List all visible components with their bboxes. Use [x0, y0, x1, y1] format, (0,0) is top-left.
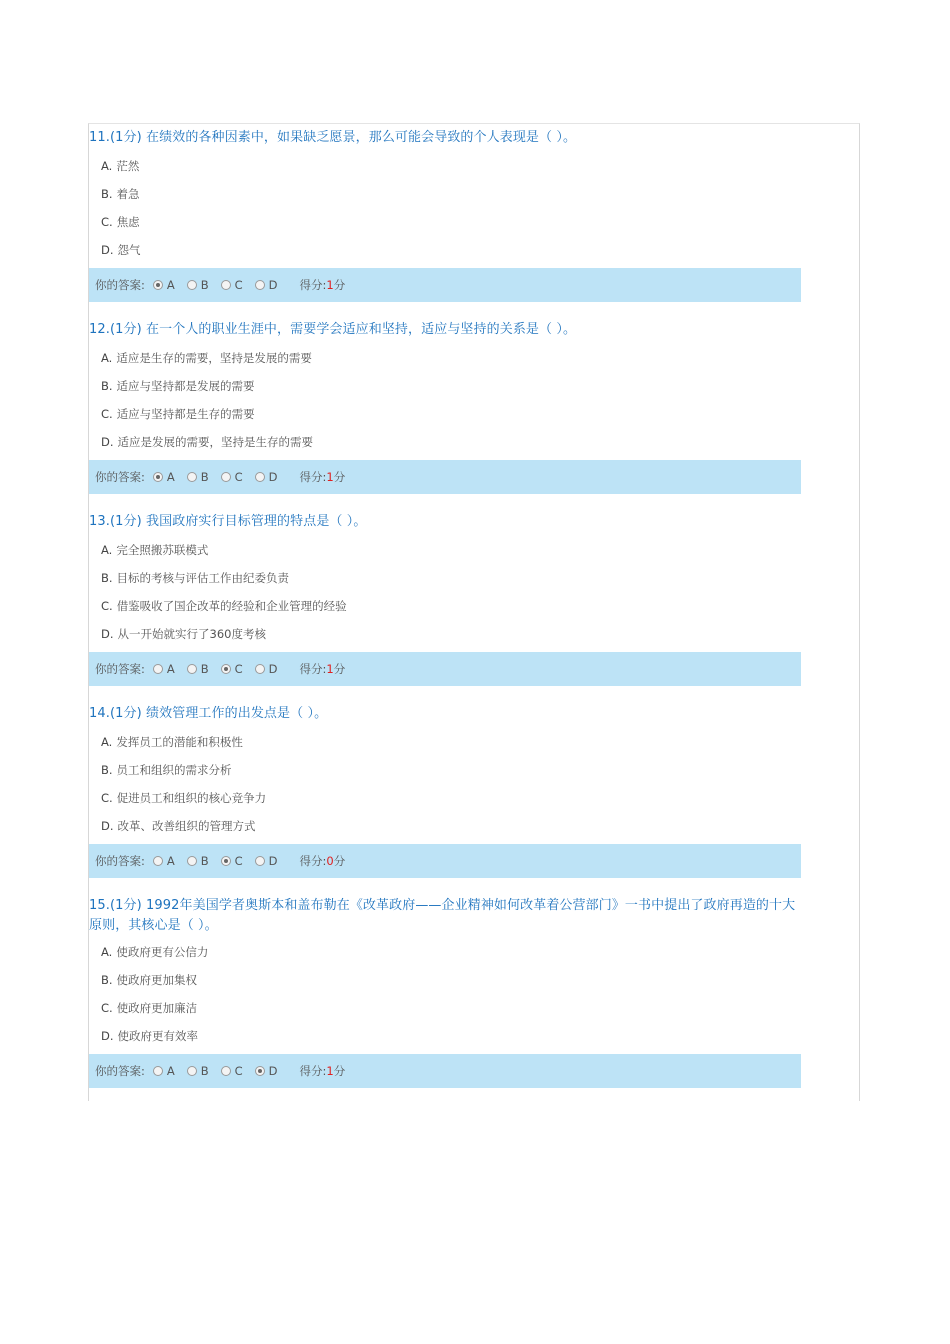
option-list	[101, 732, 801, 844]
answer-bar	[89, 1054, 801, 1088]
option-item	[101, 156, 801, 184]
option-text: 茫然	[116, 159, 140, 173]
radio-label: A	[166, 662, 175, 676]
radio-label: C	[234, 470, 243, 484]
option-text: 着急	[116, 187, 140, 201]
answer-radio-d[interactable]	[255, 268, 278, 302]
score-unit: 分	[333, 662, 346, 676]
radio-label: C	[234, 278, 243, 292]
option-key: C.	[101, 215, 113, 229]
score-label: 得分:	[299, 662, 327, 676]
question-number: 12.(1分)	[89, 322, 142, 337]
option-list	[101, 540, 801, 652]
question-title	[89, 320, 801, 340]
radio-label: D	[268, 854, 278, 868]
answer-bar	[89, 268, 801, 302]
radio-label: A	[166, 278, 175, 292]
radio-button-icon[interactable]	[255, 280, 265, 290]
option-text: 适应与坚持都是发展的需要	[116, 379, 255, 393]
option-item	[101, 240, 801, 268]
option-text: 目标的考核与评估工作由纪委负责	[116, 571, 290, 585]
option-key: C.	[101, 407, 113, 421]
answer-radio-a[interactable]	[153, 268, 175, 302]
answer-radio-b[interactable]	[187, 844, 209, 878]
score-value: 0	[326, 854, 334, 868]
radio-label: A	[166, 470, 175, 484]
your-answer-label: 你的答案:	[95, 470, 145, 484]
radio-label: A	[166, 854, 175, 868]
question-block	[89, 512, 801, 686]
option-text: 适应是发展的需要，坚持是生存的需要	[117, 435, 314, 449]
score-value: 1	[326, 278, 334, 292]
answer-radio-d[interactable]	[255, 652, 278, 686]
radio-label: D	[268, 1064, 278, 1078]
answer-radio-c[interactable]	[221, 1054, 243, 1088]
question-number: 11.(1分)	[89, 130, 142, 145]
option-text: 焦虑	[116, 215, 140, 229]
score-unit: 分	[333, 854, 346, 868]
radio-button-icon[interactable]	[221, 472, 231, 482]
radio-button-icon[interactable]	[153, 280, 163, 290]
answer-radio-b[interactable]	[187, 460, 209, 494]
option-key: A.	[101, 159, 113, 173]
question-block	[89, 896, 801, 1088]
score-label: 得分:	[299, 470, 327, 484]
option-key: D.	[101, 1029, 114, 1043]
radio-label: B	[200, 278, 209, 292]
option-key: B.	[101, 187, 113, 201]
radio-label: A	[166, 1064, 175, 1078]
option-item	[101, 1026, 801, 1054]
answer-bar	[89, 652, 801, 686]
option-list	[101, 942, 801, 1054]
radio-button-icon[interactable]	[221, 280, 231, 290]
your-answer-label: 你的答案:	[95, 854, 145, 868]
score-value: 1	[326, 662, 334, 676]
radio-button-icon[interactable]	[221, 856, 231, 866]
option-item	[101, 788, 801, 816]
option-item	[101, 942, 801, 970]
question-text: 绩效管理工作的出发点是（ ）。	[146, 706, 328, 721]
option-key: C.	[101, 599, 113, 613]
answer-radio-a[interactable]	[153, 652, 175, 686]
answer-radio-a[interactable]	[153, 460, 175, 494]
option-text: 发挥员工的潜能和积极性	[116, 735, 243, 749]
score-value: 1	[326, 470, 334, 484]
score-unit: 分	[333, 470, 346, 484]
radio-button-icon[interactable]	[187, 472, 197, 482]
answer-radio-b[interactable]	[187, 1054, 209, 1088]
radio-label: D	[268, 662, 278, 676]
option-key: B.	[101, 973, 113, 987]
radio-button-icon[interactable]	[255, 856, 265, 866]
option-item	[101, 970, 801, 998]
score-label: 得分:	[299, 1064, 327, 1078]
option-text: 使政府更加集权	[116, 973, 198, 987]
radio-button-icon[interactable]	[153, 664, 163, 674]
option-key: D.	[101, 243, 114, 257]
radio-label: D	[268, 278, 278, 292]
question-text: 在一个人的职业生涯中，需要学会适应和坚持，适应与坚持的关系是（ ）。	[146, 322, 577, 337]
option-item	[101, 624, 801, 652]
radio-label: D	[268, 470, 278, 484]
question-number: 15.(1分)	[89, 898, 142, 913]
option-list	[101, 156, 801, 268]
radio-button-icon[interactable]	[187, 1066, 197, 1076]
radio-button-icon[interactable]	[255, 472, 265, 482]
question-text: 1992年美国学者奥斯本和盖布勒在《改革政府——企业精神如何改革着公营部门》一书中提出了政府再造的十大原则，其核心是（ ）。	[89, 898, 796, 933]
radio-button-icon[interactable]	[153, 472, 163, 482]
radio-label: C	[234, 662, 243, 676]
radio-label: B	[200, 470, 209, 484]
answer-radio-c[interactable]	[221, 844, 243, 878]
option-item	[101, 376, 801, 404]
option-item	[101, 732, 801, 760]
option-key: C.	[101, 1001, 113, 1015]
score-label: 得分:	[299, 278, 327, 292]
answer-radio-d[interactable]	[255, 844, 278, 878]
option-text: 使政府更加廉洁	[116, 1001, 198, 1015]
answer-radio-d[interactable]	[255, 1054, 278, 1088]
question-text: 在绩效的各种因素中，如果缺乏愿景，那么可能会导致的个人表现是（ ）。	[146, 130, 577, 145]
option-key: D.	[101, 819, 114, 833]
option-item	[101, 760, 801, 788]
option-item	[101, 998, 801, 1026]
answer-bar	[89, 460, 801, 494]
radio-label: B	[200, 1064, 209, 1078]
option-text: 使政府更有公信力	[116, 945, 209, 959]
radio-button-icon[interactable]	[153, 856, 163, 866]
option-item	[101, 212, 801, 240]
answer-radio-c[interactable]	[221, 268, 243, 302]
option-text: 从一开始就实行了360度考核	[117, 627, 266, 641]
radio-button-icon[interactable]	[255, 664, 265, 674]
radio-label: C	[234, 1064, 243, 1078]
option-item	[101, 348, 801, 376]
your-answer-label: 你的答案:	[95, 278, 145, 292]
radio-button-icon[interactable]	[187, 856, 197, 866]
radio-label: C	[234, 854, 243, 868]
score-label: 得分:	[299, 854, 327, 868]
question-block	[89, 128, 801, 302]
question-text: 我国政府实行目标管理的特点是（ ）。	[146, 514, 367, 529]
option-key: B.	[101, 379, 113, 393]
answer-radio-d[interactable]	[255, 460, 278, 494]
option-text: 怨气	[117, 243, 141, 257]
radio-button-icon[interactable]	[221, 1066, 231, 1076]
radio-button-icon[interactable]	[187, 280, 197, 290]
your-answer-label: 你的答案:	[95, 1064, 145, 1078]
option-text: 适应与坚持都是生存的需要	[116, 407, 255, 421]
option-key: A.	[101, 945, 113, 959]
answer-radio-b[interactable]	[187, 652, 209, 686]
score-value: 1	[326, 1064, 334, 1078]
option-item	[101, 432, 801, 460]
option-text: 改革、改善组织的管理方式	[117, 819, 256, 833]
option-item	[101, 404, 801, 432]
question-title	[89, 704, 801, 724]
answer-radio-b[interactable]	[187, 268, 209, 302]
quiz-panel	[88, 123, 860, 1101]
radio-button-icon[interactable]	[153, 1066, 163, 1076]
option-item	[101, 568, 801, 596]
answer-radio-a[interactable]	[153, 844, 175, 878]
option-key: A.	[101, 735, 113, 749]
option-text: 完全照搬苏联模式	[116, 543, 209, 557]
answer-radio-c[interactable]	[221, 460, 243, 494]
radio-button-icon[interactable]	[187, 664, 197, 674]
question-block	[89, 704, 801, 878]
answer-radio-c[interactable]	[221, 652, 243, 686]
score-unit: 分	[333, 278, 346, 292]
radio-button-icon[interactable]	[255, 1066, 265, 1076]
radio-button-icon[interactable]	[221, 664, 231, 674]
question-number: 13.(1分)	[89, 514, 142, 529]
question-title	[89, 128, 801, 148]
option-key: A.	[101, 351, 113, 365]
option-text: 适应是生存的需要，坚持是发展的需要	[116, 351, 312, 365]
question-title	[89, 896, 801, 936]
option-item	[101, 540, 801, 568]
option-key: B.	[101, 571, 113, 585]
answer-radio-a[interactable]	[153, 1054, 175, 1088]
question-block	[89, 320, 801, 494]
radio-label: B	[200, 662, 209, 676]
option-key: D.	[101, 435, 114, 449]
question-title	[89, 512, 801, 532]
option-item	[101, 184, 801, 212]
option-text: 员工和组织的需求分析	[116, 763, 232, 777]
option-item	[101, 816, 801, 844]
option-key: C.	[101, 791, 113, 805]
option-text: 使政府更有效率	[117, 1029, 199, 1043]
radio-label: B	[200, 854, 209, 868]
your-answer-label: 你的答案:	[95, 662, 145, 676]
option-key: B.	[101, 763, 113, 777]
answer-bar	[89, 844, 801, 878]
question-number: 14.(1分)	[89, 706, 142, 721]
option-item	[101, 596, 801, 624]
option-key: A.	[101, 543, 113, 557]
option-text: 促进员工和组织的核心竞争力	[116, 791, 267, 805]
option-text: 借鉴吸收了国企改革的经验和企业管理的经验	[116, 599, 347, 613]
score-unit: 分	[333, 1064, 346, 1078]
option-key: D.	[101, 627, 114, 641]
option-list	[101, 348, 801, 460]
